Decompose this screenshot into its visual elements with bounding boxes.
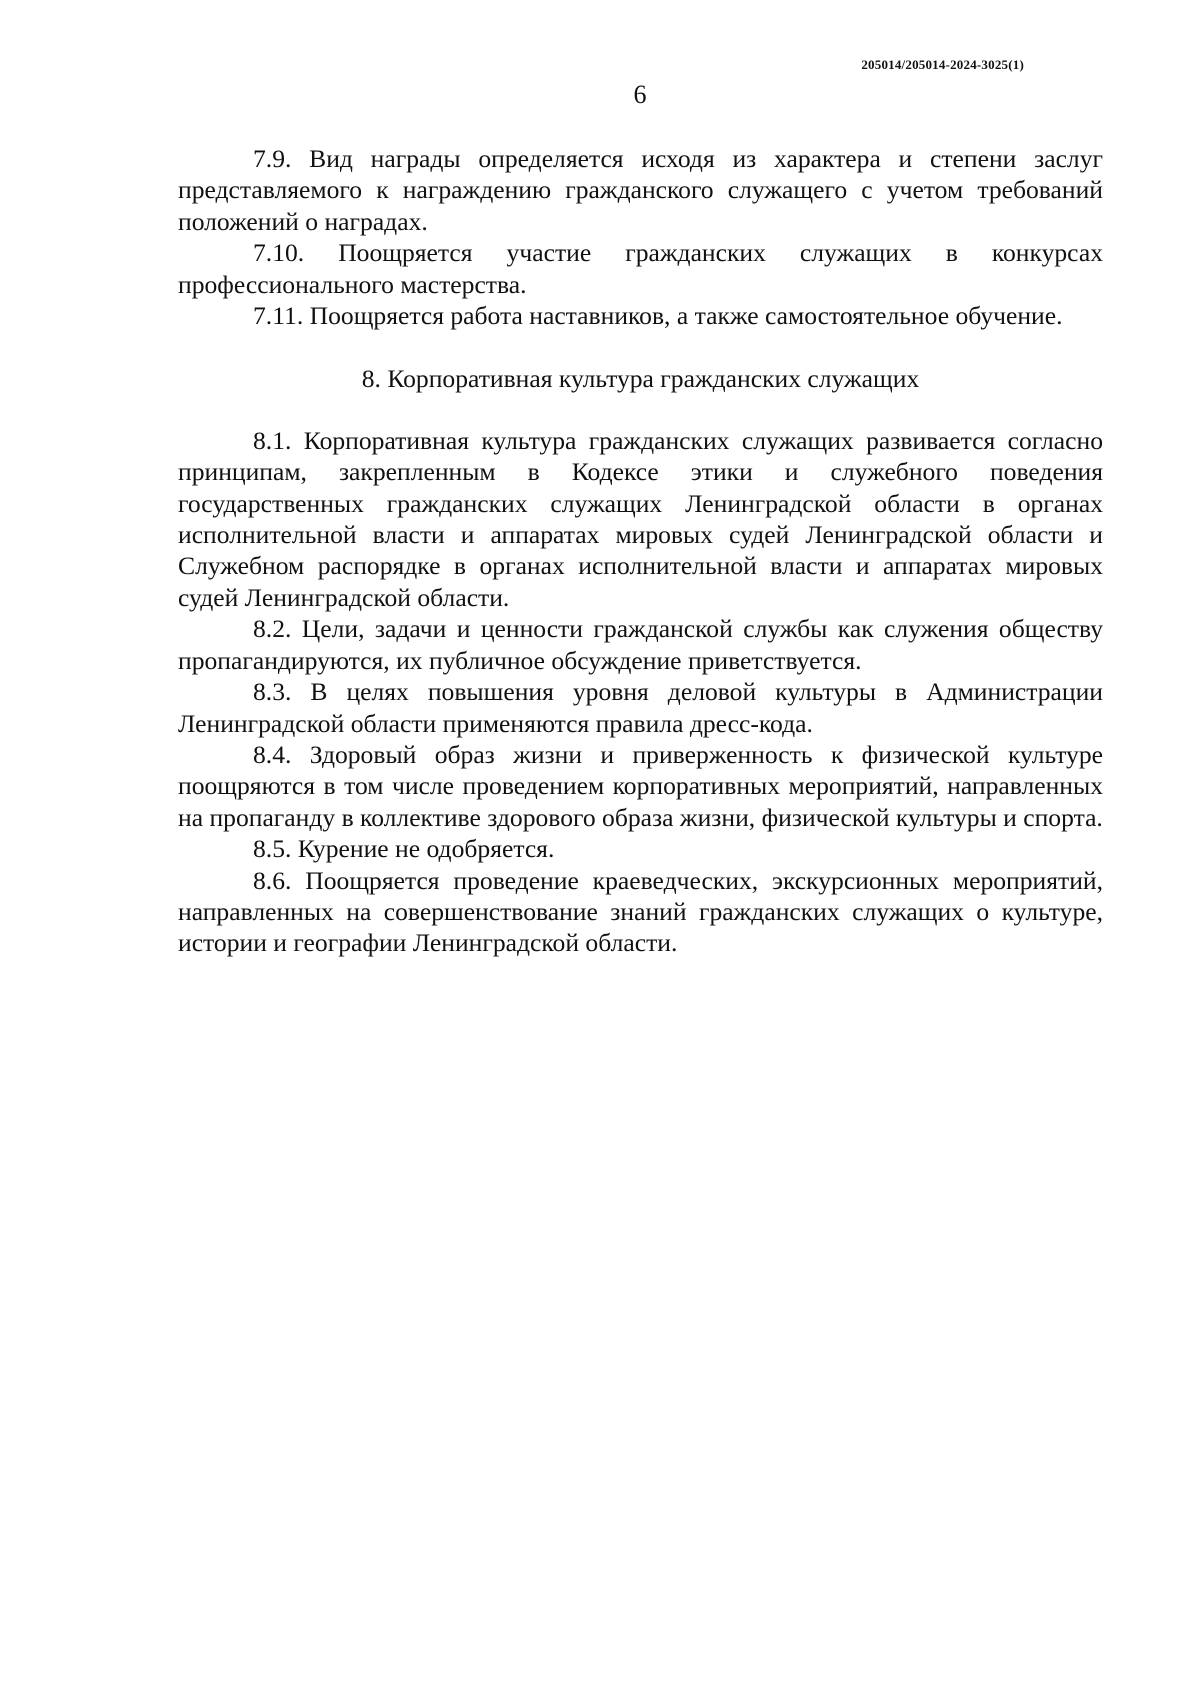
page-number: 6 — [633, 80, 647, 109]
paragraph-7-11: 7.11. Поощряется работа наставников, а также самостоятельное обучение. — [253, 301, 1063, 331]
paragraph-8-6: 8.6. Поощряется проведение краеведческих, экскурсионных мероприятий, направленных на совершенствование знаний гражданских служащих о культуре, истории и географии Ленинградской области. — [178, 865, 1103, 958]
paragraph-8-1: 8.1. Корпоративная культура гражданских служащих развивается согласно принципам, закрепленным в Кодексе этики и служебного поведения государственных гражданских служащих Ленинградской области в органах исполнительной власти и аппаратах мировых судей Ленинградской области и Служебном распорядке в органах исполнительной власти и аппаратах мировых судей Ленинградской области. — [178, 425, 1103, 612]
paragraph-8-4: 8.4. Здоровый образ жизни и приверженность к физической культуре поощряются в том числе проведением корпоративных мероприятий, направленных на пропаганду в коллективе здорового образа жизни, физической культуры и спорта. — [178, 739, 1103, 832]
paragraph-7-9: 7.9. Вид награды определяется исходя из характера и степени заслуг представляемого к награждению гражданского служащего с учетом требований положений о наградах. — [178, 144, 1103, 236]
section-8-heading: 8. Корпоративная культура гражданских служащих — [361, 364, 920, 394]
document-body — [178, 143, 1103, 959]
paragraph-8-5: 8.5. Курение не одобряется. — [253, 834, 555, 864]
paragraph-8-3: 8.3. В целях повышения уровня деловой культуры в Администрации Ленинградской области применяются правила дресс-кода. — [178, 677, 1103, 738]
paragraph-7-10: 7.10. Поощряется участие гражданских служащих в конкурсах профессионального мастерства. — [178, 238, 1103, 299]
paragraph-8-2: 8.2. Цели, задачи и ценности гражданской службы как служения обществу пропагандируются, их публичное обсуждение приветствуется. — [178, 614, 1103, 675]
document-id: 205014/205014-2024-3025(1) — [861, 57, 1024, 72]
